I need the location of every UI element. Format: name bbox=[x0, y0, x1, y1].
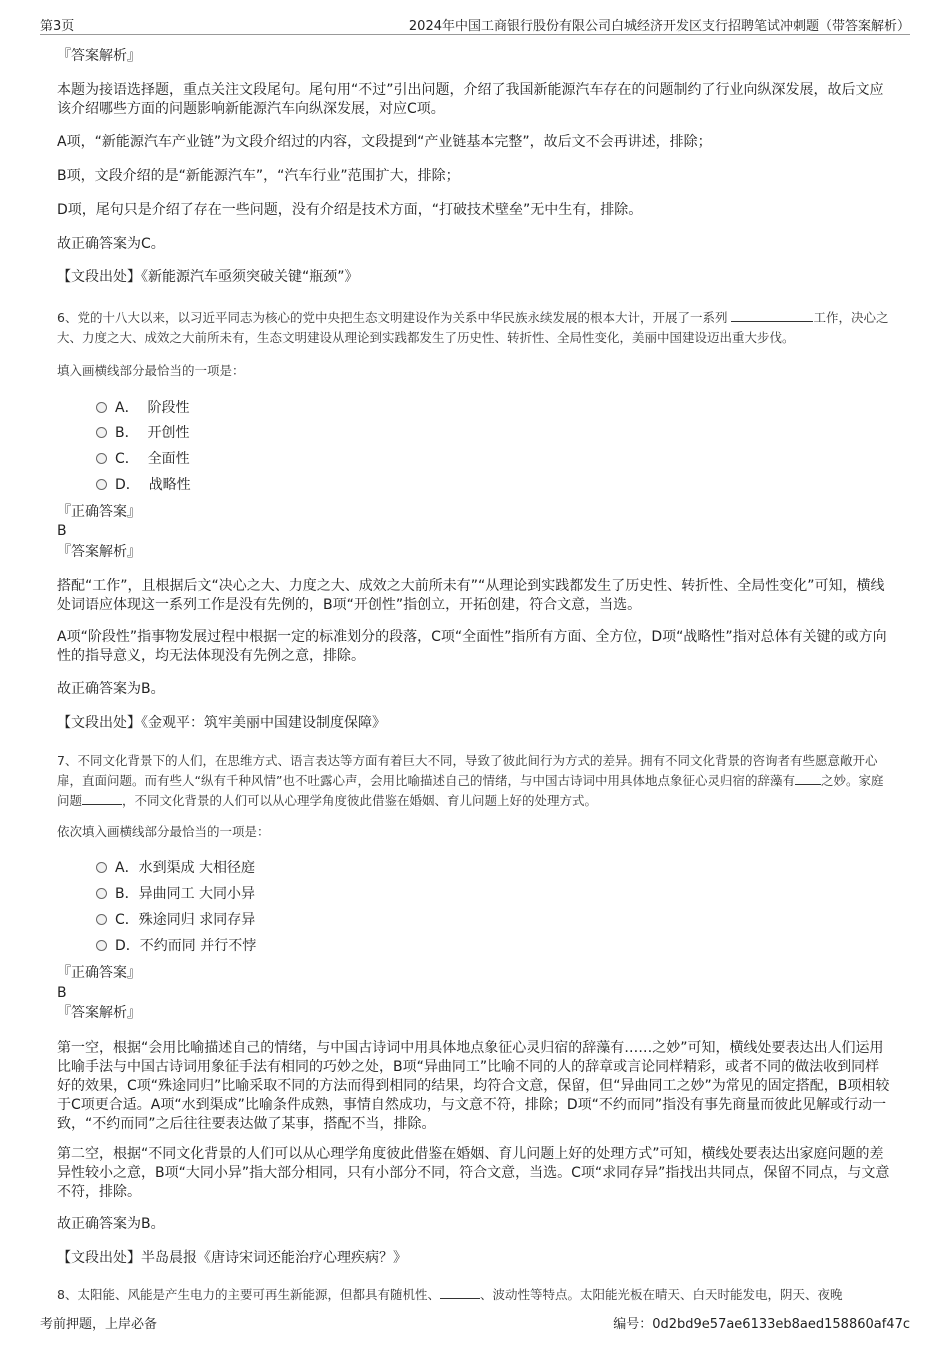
q7-stem-part3: ，不同文化背景的人们可以从心理学角度彼此借鉴在婚姻、育儿问题上好的处理方式。 bbox=[122, 793, 598, 808]
radio-icon[interactable] bbox=[96, 402, 107, 413]
q7-answer: B bbox=[57, 985, 67, 1001]
q7-answer-label: 『正确答案』 bbox=[57, 965, 141, 981]
q6-option-d[interactable]: D． 战略性 bbox=[96, 475, 191, 495]
q6-option-b[interactable]: B． 开创性 bbox=[96, 423, 190, 443]
q6-analysis-label: 『答案解析』 bbox=[57, 544, 141, 560]
q6-source: 【文段出处】《金观平：筑牢美丽中国建设制度保障》 bbox=[57, 715, 386, 731]
footer-slogan: 考前押题，上岸必备 bbox=[40, 1317, 158, 1332]
q6-stem-part3: 决心之大、力度之大、成效之大前所未有，生态文明建设从理论到实践都发生了历史性、转折性、全局性变化，美丽中国建设迈出重大步伐。 bbox=[57, 310, 889, 345]
q8-stem-part2: 、波动性等特点。太阳能光板在晴天、白天时能发电，阴天、夜晚 bbox=[479, 1287, 843, 1302]
q5-source: 【文段出处】《新能源汽车亟须突破关键“瓶颈”》 bbox=[57, 269, 359, 285]
q7-analysis-para2: 第二空，根据“不同文化背景的人们可以从心理学角度彼此借鉴在婚姻、育儿问题上好的处理方式”可知，横线处要表达出家庭问题的差异性较小之意，B项“大同小异”指大部分相同，只有小部分不同，符合文意，当选。C项“求同存异”指找出共同点，保留不同点，与文意不符，排除。 bbox=[57, 1146, 890, 1200]
q7-blank-1 bbox=[795, 784, 821, 785]
q5-analysis-para2: A项，“新能源汽车产业链”为文段介绍过的内容，文段提到“产业链基本完整”，故后文不会再讲述，排除； bbox=[57, 134, 712, 150]
q7-option-b[interactable]: B．异曲同工 大同小异 bbox=[96, 884, 255, 904]
q5-analysis-label: 『答案解析』 bbox=[57, 48, 141, 64]
q7-source: 【文段出处】半岛晨报《唐诗宋词还能治疗心理疾病？》 bbox=[57, 1250, 407, 1266]
radio-icon[interactable] bbox=[96, 940, 107, 951]
q7-stem-part1: 7、不同文化背景下的人们，在思维方式、语言表达等方面有着巨大不同，导致了彼此间行为方式的差异。拥有不同文化背景的咨询者有些愿意敞开心扉，直面问题。而有些人“纵有千种风情”也不吐露心声，会用比喻描述自己的情绪，与中国古诗词中用具体地点象征心灵归宿的辞藻有 bbox=[57, 753, 878, 788]
q6-prompt: 填入画横线部分最恰当的一项是： bbox=[57, 363, 245, 378]
q6-answer: B bbox=[57, 523, 67, 539]
radio-icon[interactable] bbox=[96, 427, 107, 438]
q5-conclusion: 故正确答案为C。 bbox=[57, 236, 165, 252]
q7-stem-part2: 之妙。家庭问题 bbox=[57, 773, 884, 808]
q6-conclusion: 故正确答案为B。 bbox=[57, 681, 165, 697]
q8-stem-part1: 8、太阳能、风能是产生电力的主要可再生新能源，但都具有随机性、 bbox=[57, 1287, 440, 1302]
q6-stem-part1: 6、党的十八大以来，以习近平同志为核心的党中央把生态文明建设作为关系中华民族永续发展的根本大计，开展了一系列 bbox=[57, 310, 728, 325]
q7-option-a[interactable]: A．水到渠成 大相径庭 bbox=[96, 858, 255, 878]
q6-option-c[interactable]: C． 全面性 bbox=[96, 449, 190, 469]
q6-analysis-para2: A项“阶段性”指事物发展过程中根据一定的标准划分的段落，C项“全面性”指所有方面、全方位，D项“战略性”指对总体有关键的或方向性的指导意义，均无法体现没有先例之意，排除。 bbox=[57, 629, 887, 664]
q6-stem bbox=[57, 308, 893, 348]
radio-icon[interactable] bbox=[96, 453, 107, 464]
q8-blank bbox=[440, 1298, 480, 1299]
radio-icon[interactable] bbox=[96, 888, 107, 899]
radio-icon[interactable] bbox=[96, 479, 107, 490]
q7-stem bbox=[57, 751, 893, 811]
q7-option-c[interactable]: C．殊途同归 求同存异 bbox=[96, 910, 255, 930]
q5-analysis-para3: B项，文段介绍的是“新能源汽车”，“汽车行业”范围扩大，排除； bbox=[57, 168, 460, 184]
q6-answer-label: 『正确答案』 bbox=[57, 504, 141, 520]
q6-stem-part2: 工作， bbox=[813, 310, 851, 325]
q7-analysis-para1: 第一空，根据“会用比喻描述自己的情绪，与中国古诗词中用具体地点象征心灵归宿的辞藻有……之妙”可知，横线处要表达出人们运用比喻手法与中国古诗词用象征手法有相同的巧妙之处，B项“异曲同工”比喻不同的人的辞章或言论同样精彩，或者不同的做法收到同样好的效果，C项“殊途同归”比喻采取不同的方法而得到相同的结果，均符合文意，保留，但“异曲同工之妙”为常见的固定搭配，B项相较于C项更合适。A项“水到渠成”比喻条件成熟，事情自然成功，与文意不符，排除；D项“不约而同”指没有事先商量而彼此见解或行动一致，“不约而同”之后往往要表达做了某事，搭配不当，排除。 bbox=[57, 1040, 890, 1132]
q6-option-a[interactable]: A． 阶段性 bbox=[96, 398, 189, 418]
q8-stem bbox=[57, 1285, 893, 1305]
q7-prompt: 依次填入画横线部分最恰当的一项是： bbox=[57, 824, 270, 839]
q6-blank bbox=[731, 321, 813, 322]
q5-analysis-para4: D项，尾句只是介绍了存在一些问题，没有介绍是技术方面，“打破技术壁垒”无中生有，排除。 bbox=[57, 202, 643, 218]
q7-blank-2 bbox=[82, 804, 122, 805]
q6-analysis-para1: 搭配“工作”，且根据后文“决心之大、力度之大、成效之大前所未有”“从理论到实践都发生了历史性、转折性、全局性变化”可知，横线处词语应体现这一系列工作是没有先例的，B项“开创性”指创立，开拓创建，符合文意，当选。 bbox=[57, 578, 885, 613]
document-title: 2024年中国工商银行股份有限公司白城经济开发区支行招聘笔试冲刺题（带答案解析） bbox=[408, 19, 910, 34]
q7-analysis-label: 『答案解析』 bbox=[57, 1005, 141, 1021]
radio-icon[interactable] bbox=[96, 862, 107, 873]
q7-conclusion: 故正确答案为B。 bbox=[57, 1216, 165, 1232]
q7-option-d[interactable]: D．不约而同 并行不悖 bbox=[96, 936, 256, 956]
q5-analysis-para1: 本题为接语选择题，重点关注文段尾句。尾句用“不过”引出问题，介绍了我国新能源汽车存在的问题制约了行业向纵深发展，故后文应该介绍哪些方面的问题影响新能源汽车向纵深发展，对应C项。 bbox=[57, 82, 884, 117]
radio-icon[interactable] bbox=[96, 914, 107, 925]
page-number: 第3页 bbox=[40, 19, 75, 34]
document-serial: 编号：0d2bd9e57ae6133eb8aed158860af47c bbox=[613, 1317, 910, 1332]
page-header bbox=[40, 14, 910, 35]
